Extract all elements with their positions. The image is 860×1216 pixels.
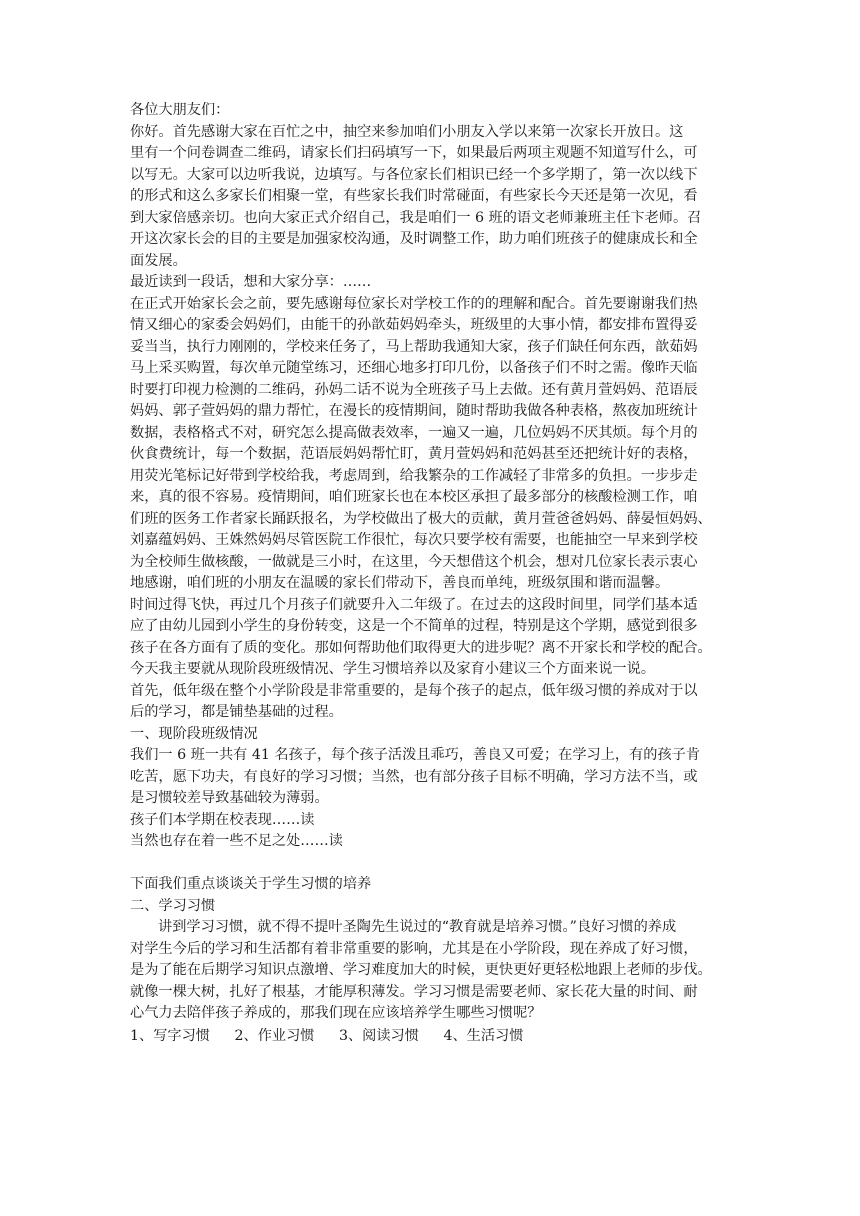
time-paragraph [130, 595, 740, 660]
paragraph-line: 到大家倍感亲切。也向大家正式介绍自己，我是咱们一 6 班的语文老师兼班主任卞老师。召 [130, 209, 702, 226]
paragraph-line: 吃苦，愿下功夫，有良好的学习习惯；当然，也有部分孩子目标不明确，学习方法不当，或 [130, 768, 698, 785]
first-paragraph [130, 681, 740, 724]
paragraph-line: 在正式开始家长会之前，要先感谢每位家长对学校工作的的理解和配合。首先要谢谢我们热 [130, 295, 698, 312]
paragraph-line: 情又细心的家委会妈妈们，由能干的孙歆茹妈妈牵头，班级里的大事小情，都安排布置得妥 [130, 317, 698, 333]
paragraph-line: 伙食费统计，每一个数据，范语辰妈妈帮忙盯，黄月萱妈妈和范妈甚至还把统计好的表格， [130, 446, 698, 462]
paragraph-line: 们班的医务工作者家长踊跃报名，为学校做出了极大的贡献，黄月萱爸爸妈妈、薛晏恒妈妈、 [130, 510, 712, 527]
habit-list [130, 1025, 740, 1047]
thanks-paragraph [130, 294, 740, 595]
paragraph-line: 心气力去陪伴孩子养成的，那我们现在应该培养学生哪些习惯呢？ [130, 1005, 542, 1021]
paragraph-line: 刘嘉蕴妈妈、王姝然妈妈尽管医院工作很忙，每次只要学校有需要，也能抽空一早来到学校 [130, 532, 698, 548]
paragraph-line: 数据，表格格式不对，研究怎么提高做表效率，一遍又一遍，几位妈妈不厌其烦。每个月的 [130, 424, 698, 441]
paragraph-line: 应了由幼儿园到小学生的身份转变，这是一个不简单的过程，特别是这个学期，感觉到很多 [130, 618, 698, 634]
paragraph-line: 以写无。大家可以边听我说，边填写。与各位家长们相识已经一个多学期了，第一次以线下 [130, 166, 698, 183]
paragraph-line: 妈妈、郭子萱妈妈的鼎力帮忙，在漫长的疫情期间，随时帮助我做各种表格，熬夜加班统计 [130, 403, 698, 419]
paragraph-line: 为全校师生做核酸，一做就是三小时，在这里，今天想借这个机会，想对几位家长表示衷心 [130, 553, 698, 570]
paragraph-line: 对学生今后的学习和生活都有着非常重要的影响，尤其是在小学阶段，现在养成了好习惯， [130, 940, 698, 957]
topics-line: 今天我主要就从现阶段班级情况、学生习惯培养以及家育小建议三个方面来说一说。 [130, 661, 655, 677]
section-heading-class-status: 一、现阶段班级情况 [130, 725, 258, 742]
habit-item: 1、写字习惯 [130, 1027, 210, 1044]
paragraph-line: 来，真的很不容易。疫情期间，咱们班家长也在本校区承担了最多部分的核酸检测工作，咱 [130, 489, 698, 505]
paragraph-line: 后的学习，都是铺垫基础的过程。 [130, 704, 343, 720]
paragraph-line: 时间过得飞快，再过几个月孩子们就要升入二年级了。在过去的这段时间里，同学们基本适 [130, 596, 698, 613]
study-habits-paragraph [130, 917, 740, 1025]
paragraph-line: 你好。首先感谢大家在百忙之中，抽空来参加咱们小朋友入学以来第一次家长开放日。这 [130, 123, 684, 140]
paragraph-line: 里有一个问卷调查二维码，请家长们扫码填写一下，如果最后两项主观题不知道写什么，可 [130, 145, 698, 161]
class-status-paragraph [130, 745, 740, 810]
paragraph-line: 是习惯较差导致基础较为薄弱。 [130, 790, 329, 806]
paragraph-line: 我们一 6 班一共有 41 名孩子，每个孩子活泼且乖巧，善良又可爱；在学习上，有的孩子肯 [130, 747, 701, 763]
section-heading-study-habits: 二、学习习惯 [130, 897, 216, 914]
document-page [130, 100, 740, 1047]
paragraph-line: 马上采买购置，每次单元随堂练习，还细心地多打印几份，以备孩子们不时之需。像昨天临 [130, 360, 698, 376]
paragraph-line: 首先，低年级在整个小学阶段是非常重要的，是每个孩子的起点，低年级习惯的养成对于以 [130, 682, 698, 699]
focus-line: 下面我们重点谈谈关于学生习惯的培养 [130, 876, 372, 892]
paragraph-line: 讲到学习习惯，就不得不提叶圣陶先生说过的“教育就是培养习惯。”良好习惯的养成 [158, 919, 677, 935]
habit-item: 3、阅读习惯 [338, 1027, 419, 1044]
shortcoming-line: 当然也存在着一些不足之处……读 [130, 833, 343, 849]
habit-item: 2、作业习惯 [234, 1027, 315, 1044]
share-line: 最近读到一段话，想和大家分享：…… [130, 274, 372, 290]
paragraph-line: 开这次家长会的目的主要是加强家校沟通，及时调整工作，助力咱们班孩子的健康成长和全 [130, 231, 698, 247]
intro-paragraph [130, 122, 740, 273]
blank-line [130, 853, 740, 875]
greeting: 各位大朋友们： [130, 102, 230, 118]
performance-line: 孩子们本学期在校表现……读 [130, 811, 315, 828]
paragraph-line: 面发展。 [130, 252, 187, 269]
paragraph-line: 妥当当，执行力刚刚的，学校来任务了，马上帮助我通知大家，孩子们缺任何东西，歆茹妈 [130, 338, 698, 355]
paragraph-line: 的形式和这么多家长们相聚一堂，有些家长我们时常碰面，有些家长今天还是第一次见，看 [130, 188, 698, 204]
habit-item: 4、生活习惯 [443, 1027, 524, 1044]
paragraph-line: 用荧光笔标记好带到学校给我，考虑周到，给我繁杂的工作减轻了非常多的负担。一步步走 [130, 467, 698, 484]
paragraph-line: 是为了能在后期学习知识点激增、学习难度加大的时候，更快更好更轻松地跟上老师的步伐。 [130, 962, 712, 978]
paragraph-line: 就像一棵大树，扎好了根基，才能厚积薄发。学习习惯是需要老师、家长花大量的时间、耐 [130, 983, 698, 1000]
paragraph-line: 地感谢，咱们班的小朋友在温暖的家长们带动下，善良而单纯，班级氛围和谐而温馨。 [130, 575, 670, 591]
paragraph-line: 时要打印视力检测的二维码，孙妈二话不说为全班孩子马上去做。还有黄月萱妈妈、范语辰 [130, 381, 698, 398]
paragraph-line: 孩子在各方面有了质的变化。那如何帮助他们取得更大的进步呢？离不开家长和学校的配合。 [130, 639, 712, 656]
